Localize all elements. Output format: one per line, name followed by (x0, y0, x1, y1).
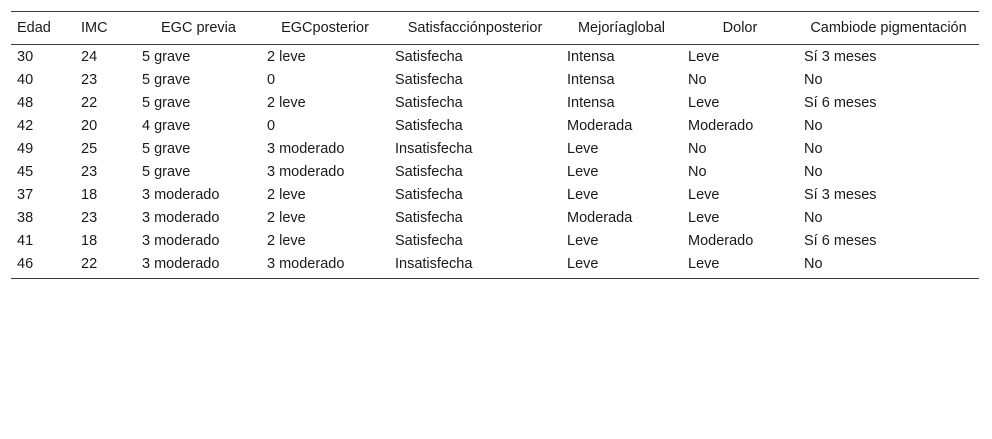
cell-edad: 30 (17, 49, 34, 65)
cell-satisfaccion-posterior: Insatisfecha (395, 141, 473, 157)
cell-mejoria-global: Leve (567, 141, 599, 157)
cell-imc: 23 (81, 210, 98, 226)
header-satisfaccion-posterior: Satisfacciónposterior (407, 20, 543, 36)
table-row (11, 162, 979, 185)
header-egc-previa: EGC previa (161, 20, 236, 36)
cell-mejoria-global: Moderada (567, 118, 633, 134)
cell-satisfaccion-posterior: Satisfecha (395, 72, 463, 88)
cell-egc-previa: 5 grave (142, 49, 191, 65)
table-row (11, 45, 979, 71)
cell-dolor: No (688, 164, 707, 180)
cell-mejoria-global: Intensa (567, 95, 615, 111)
cell-imc: 23 (81, 72, 98, 88)
cell-dolor: Moderado (688, 118, 754, 134)
table-body (11, 45, 979, 279)
cell-cambio-pigmentacion: No (804, 118, 823, 134)
cell-dolor: Leve (688, 210, 720, 226)
cell-imc: 25 (81, 141, 98, 157)
cell-satisfaccion-posterior: Satisfecha (395, 233, 463, 249)
table-row (11, 70, 979, 93)
cell-mejoria-global: Leve (567, 187, 599, 203)
cell-imc: 20 (81, 118, 98, 134)
cell-egc-posterior: 3 moderado (267, 164, 345, 180)
cell-egc-previa: 3 moderado (142, 233, 220, 249)
header-mejoria-global: Mejoríaglobal (577, 20, 666, 36)
cell-imc: 23 (81, 164, 98, 180)
cell-egc-posterior: 2 leve (267, 95, 306, 111)
cell-satisfaccion-posterior: Satisfecha (395, 49, 463, 65)
cell-egc-posterior: 0 (267, 72, 276, 88)
cell-satisfaccion-posterior: Insatisfecha (395, 256, 473, 272)
cell-edad: 41 (17, 233, 34, 249)
header-egc-posterior: EGCposterior (281, 20, 369, 36)
cell-egc-previa: 3 moderado (142, 256, 220, 272)
cell-egc-posterior: 2 leve (267, 210, 306, 226)
cell-cambio-pigmentacion: No (804, 210, 823, 226)
cell-egc-previa: 5 grave (142, 72, 191, 88)
cell-cambio-pigmentacion: Sí 6 meses (804, 233, 877, 249)
cell-dolor: Leve (688, 95, 720, 111)
header-imc: IMC (81, 20, 108, 36)
cell-egc-posterior: 2 leve (267, 187, 306, 203)
cell-imc: 22 (81, 95, 98, 111)
results-table (11, 11, 979, 279)
cell-edad: 40 (17, 72, 34, 88)
cell-egc-posterior: 0 (267, 118, 276, 134)
cell-mejoria-global: Leve (567, 233, 599, 249)
cell-mejoria-global: Intensa (567, 49, 615, 65)
cell-satisfaccion-posterior: Satisfecha (395, 210, 463, 226)
table-row (11, 208, 979, 231)
cell-satisfaccion-posterior: Satisfecha (395, 187, 463, 203)
cell-cambio-pigmentacion: No (804, 164, 823, 180)
cell-edad: 46 (17, 256, 34, 272)
results-table-container (11, 11, 979, 279)
cell-edad: 37 (17, 187, 34, 203)
cell-dolor: Leve (688, 49, 720, 65)
cell-cambio-pigmentacion: Sí 3 meses (804, 49, 877, 65)
cell-mejoria-global: Moderada (567, 210, 633, 226)
cell-egc-posterior: 3 moderado (267, 256, 345, 272)
cell-edad: 45 (17, 164, 34, 180)
cell-mejoria-global: Leve (567, 256, 599, 272)
cell-dolor: Moderado (688, 233, 754, 249)
cell-cambio-pigmentacion: No (804, 256, 823, 272)
cell-egc-posterior: 2 leve (267, 49, 306, 65)
cell-imc: 22 (81, 256, 98, 272)
cell-egc-previa: 3 moderado (142, 210, 220, 226)
table-row (11, 139, 979, 162)
cell-egc-previa: 3 moderado (142, 187, 220, 203)
cell-egc-previa: 5 grave (142, 95, 191, 111)
cell-edad: 38 (17, 210, 34, 226)
cell-edad: 49 (17, 141, 34, 157)
cell-edad: 42 (17, 118, 34, 134)
cell-cambio-pigmentacion: Sí 3 meses (804, 187, 877, 203)
table-row (11, 93, 979, 116)
cell-satisfaccion-posterior: Satisfecha (395, 164, 463, 180)
cell-cambio-pigmentacion: No (804, 72, 823, 88)
cell-egc-posterior: 3 moderado (267, 141, 345, 157)
cell-edad: 48 (17, 95, 34, 111)
cell-egc-previa: 5 grave (142, 164, 191, 180)
cell-satisfaccion-posterior: Satisfecha (395, 118, 463, 134)
header-edad: Edad (17, 20, 51, 36)
table-row (11, 254, 979, 279)
cell-dolor: Leve (688, 187, 720, 203)
cell-dolor: Leve (688, 256, 720, 272)
cell-satisfaccion-posterior: Satisfecha (395, 95, 463, 111)
cell-cambio-pigmentacion: No (804, 141, 823, 157)
cell-mejoria-global: Leve (567, 164, 599, 180)
table-row (11, 231, 979, 254)
table-header (11, 12, 979, 45)
cell-egc-previa: 4 grave (142, 118, 191, 134)
table-row (11, 185, 979, 208)
cell-egc-posterior: 2 leve (267, 233, 306, 249)
cell-imc: 24 (81, 49, 98, 65)
header-dolor: Dolor (722, 20, 758, 36)
header-row (11, 12, 979, 45)
cell-cambio-pigmentacion: Sí 6 meses (804, 95, 877, 111)
header-cambio-pigmentacion: Cambiode pigmentación (810, 20, 967, 36)
cell-mejoria-global: Intensa (567, 72, 615, 88)
cell-dolor: No (688, 141, 707, 157)
table-row (11, 116, 979, 139)
cell-imc: 18 (81, 187, 98, 203)
cell-egc-previa: 5 grave (142, 141, 191, 157)
cell-imc: 18 (81, 233, 98, 249)
cell-dolor: No (688, 72, 707, 88)
